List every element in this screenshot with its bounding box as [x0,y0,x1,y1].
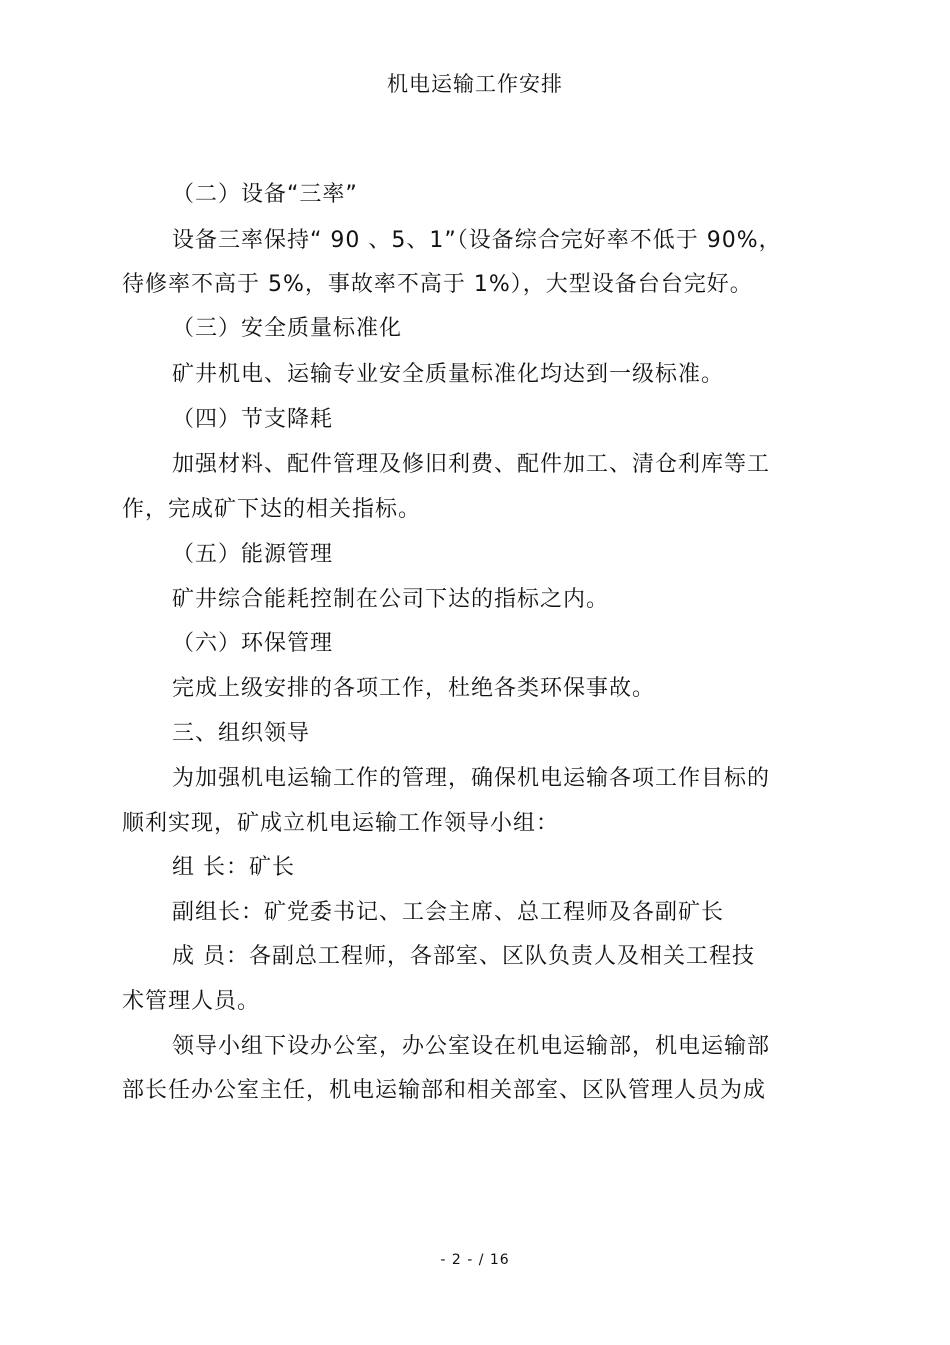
paragraph-line: 术管理人员。 [122,989,261,1014]
section-heading-equipment-rates: （二）设备“三率” [172,182,358,207]
paragraph-line: 副组长：矿党委书记、工会主席、总工程师及各副矿长 [172,900,725,925]
section-heading-energy: （五）能源管理 [172,542,334,567]
section-heading-safety-quality: （三）安全质量标准化 [172,316,403,341]
paragraph-line: 设备三率保持“ 90 、5、1”（设备综合完好率不低于 90%， [172,228,782,253]
section-heading-cost-saving: （四）节支降耗 [172,407,334,432]
paragraph-line: 部长任办公室主任，机电运输部和相关部室、区队管理人员为成 [122,1078,767,1103]
paragraph-line: 为加强机电运输工作的管理，确保机电运输各项工作目标的 [172,766,771,791]
paragraph-line: 顺利实现，矿成立机电运输工作领导小组： [122,811,560,836]
paragraph-line: 待修率不高于 5%，事故率不高于 1%），大型设备台台完好。 [122,272,753,297]
paragraph-line: 矿井综合能耗控制在公司下达的指标之内。 [172,587,610,612]
page-number: - 2 - / 16 [440,1252,510,1268]
section-heading-organization: 三、组织领导 [172,721,311,746]
paragraph-line: 完成上级安排的各项工作，杜绝各类环保事故。 [172,676,656,701]
paragraph-line: 领导小组下设办公室，办公室设在机电运输部，机电运输部 [172,1034,771,1059]
paragraph-line: 加强材料、配件管理及修旧利费、配件加工、清仓利库等工 [172,452,771,477]
document-title: 机电运输工作安排 [387,72,563,96]
paragraph-line: 组 长：矿长 [172,855,295,880]
section-heading-environment: （六）环保管理 [172,631,334,656]
paragraph-line: 成 员：各副总工程师，各部室、区队负责人及相关工程技 [172,944,755,969]
paragraph-line: 作，完成矿下达的相关指标。 [122,497,422,522]
paragraph-line: 矿井机电、运输专业安全质量标准化均达到一级标准。 [172,362,725,387]
